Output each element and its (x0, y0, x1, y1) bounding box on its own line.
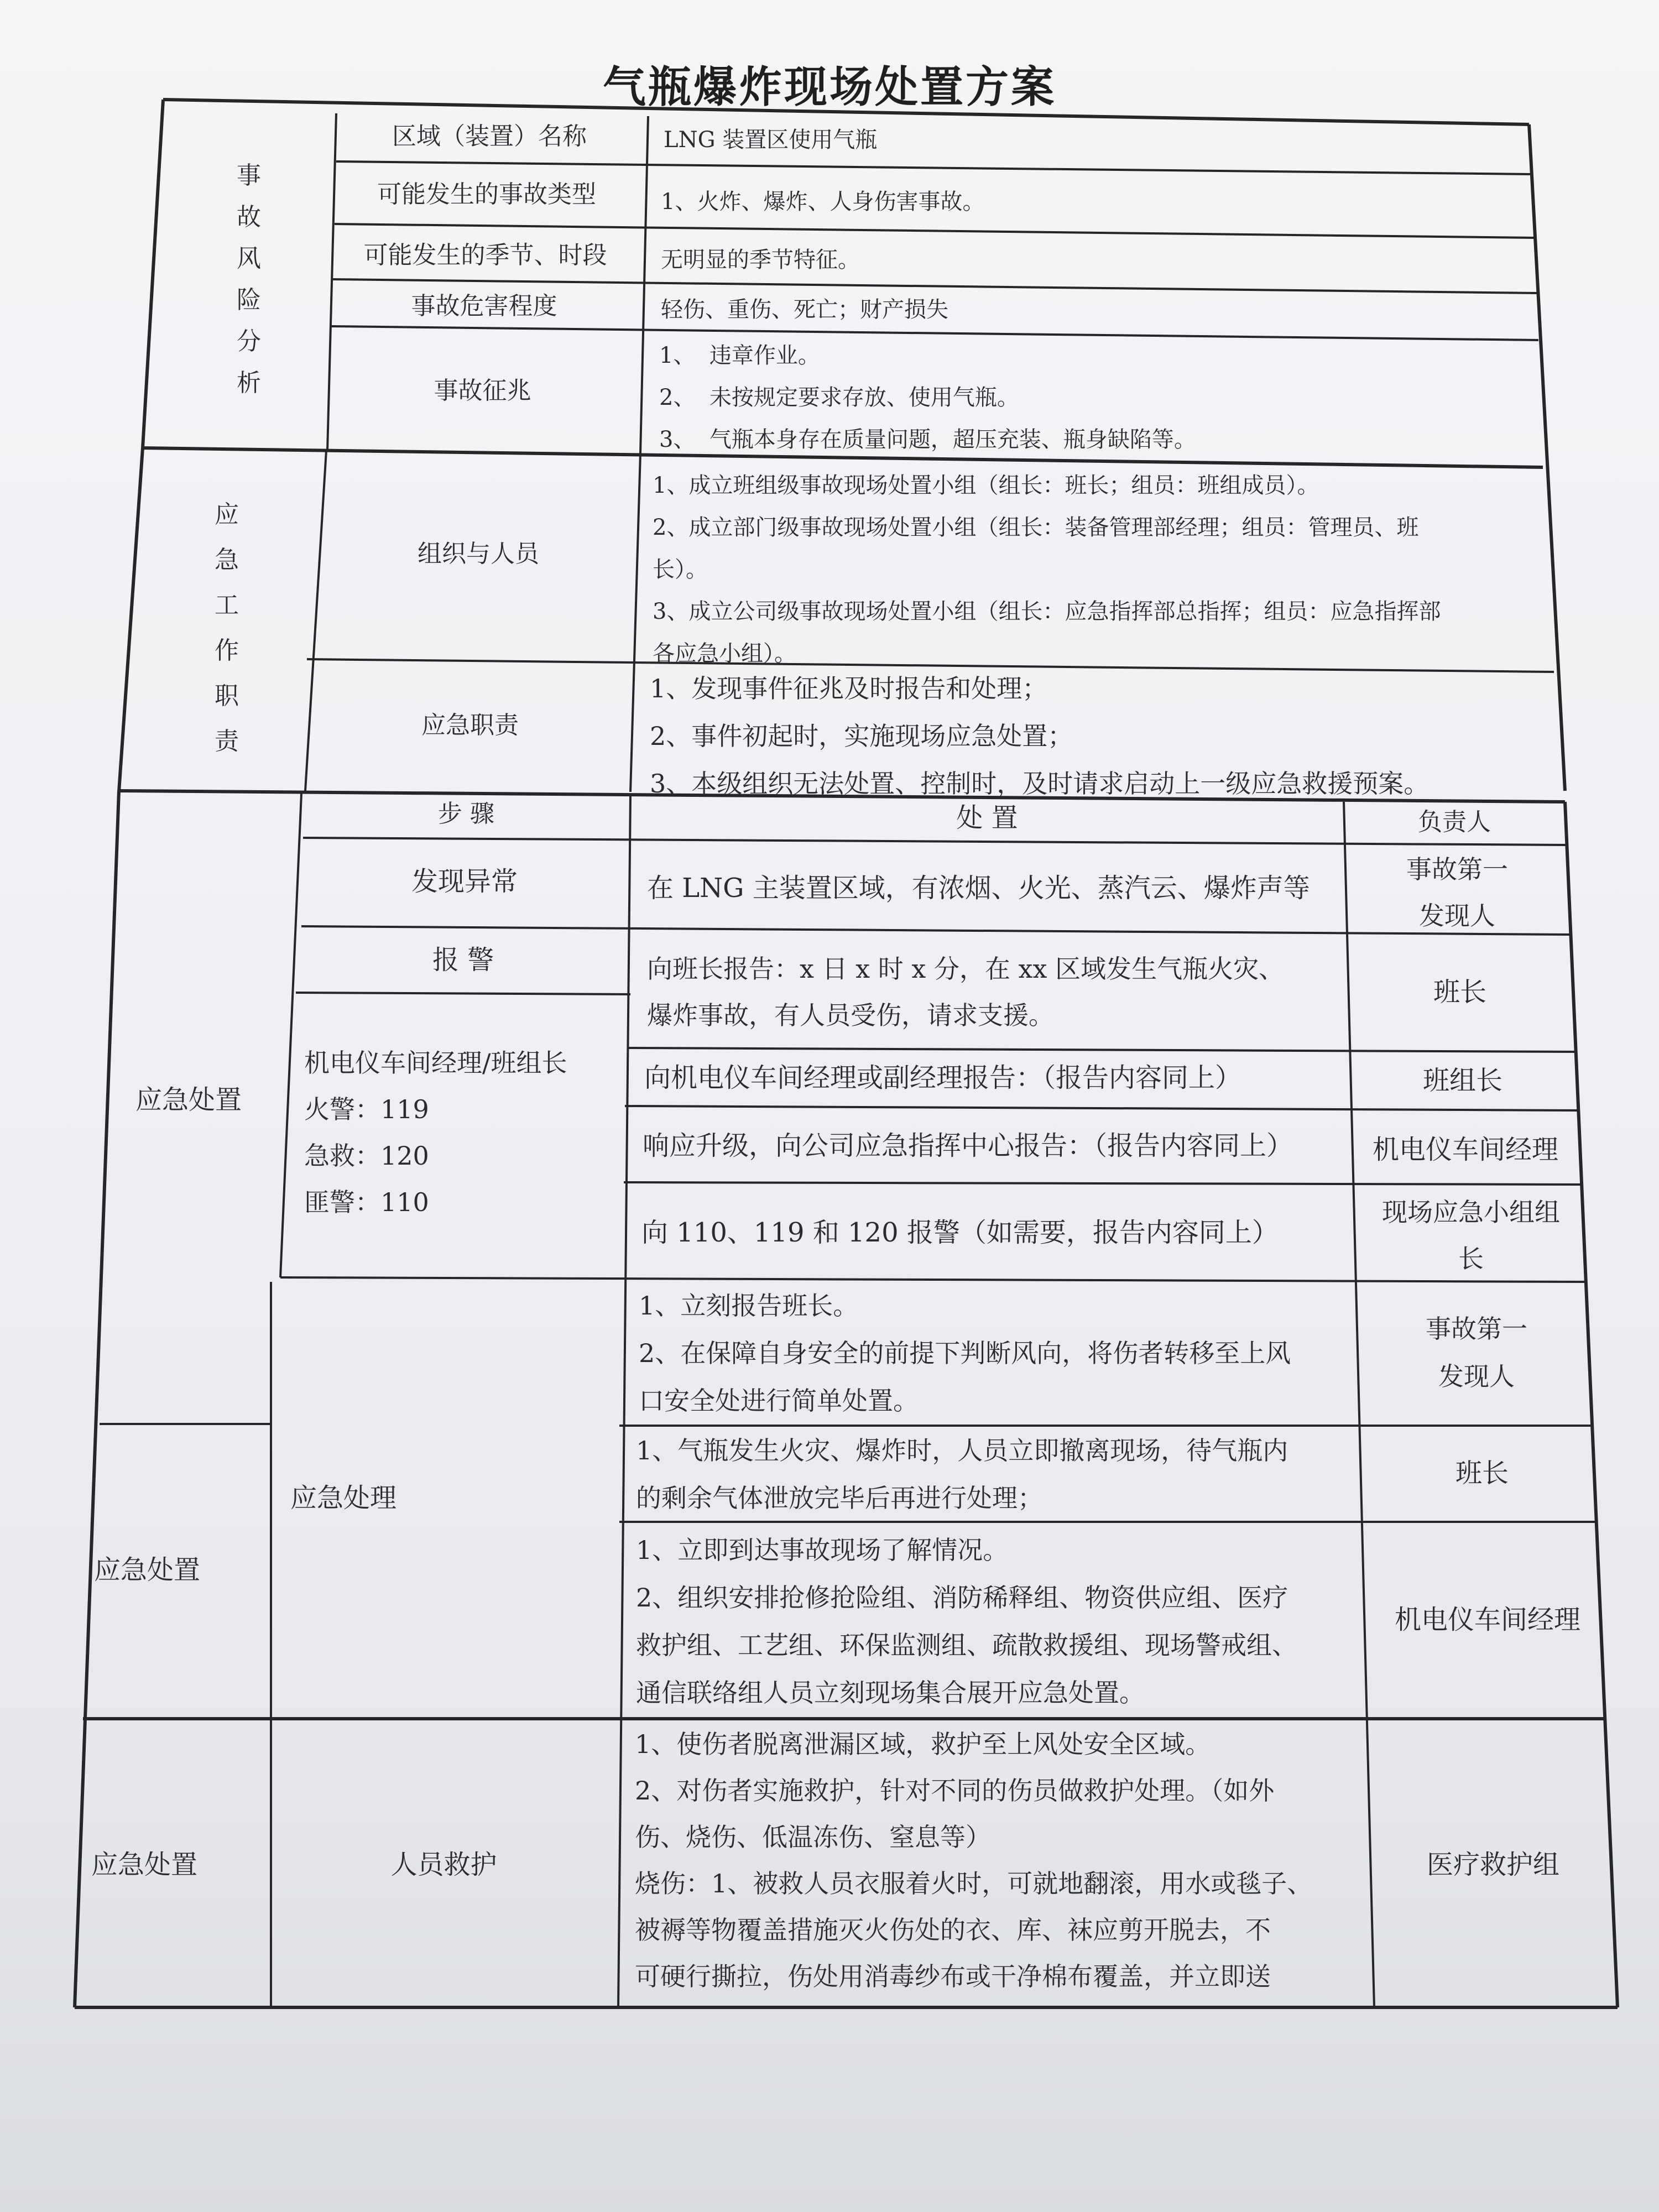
alarm-action-3: 响应升级，向公司应急指挥中心报告：（报告内容同上） (643, 1130, 1293, 1161)
duty-org-label: 组织与人员 (418, 540, 539, 568)
risk-value-severity: 轻伤、重伤、死亡；财产损失 (661, 297, 948, 322)
alarm-contacts: 机电仪车间经理/班组长 火警：119 急救：120 匪警：110 (304, 1048, 567, 1217)
duty-org-text: 1、成立班组级事故现场处置小组（组长：班长；组员：班组成员）。 2、成立部门级事故现场处置小组（组长：装备管理部经理；组员：管理员、班 长）。 3、成立公司级事故现场处置小组（组长：应急指挥部总指挥；组员：应急指挥部 各应急小组）。 (653, 473, 1441, 666)
document-title: 气瓶爆炸现场处置方案 (602, 62, 1056, 112)
rescue-step: 人员救护 (390, 1849, 497, 1880)
alarm-step: 报 警 (432, 945, 494, 975)
rescue-action: 1、使伤者脱离泄漏区域，救护至上风处安全区域。 2、对伤者实施救护，针对不同的伤员做救护处理。（如外 伤、烧伤、低温冻伤、窒息等） 烧伤：1、被救人员衣服着火时，可就地翻滚，用水或毯子、 被褥等物覆盖措施灭火伤处的衣、库、袜应剪开脱去，不 可硬行撕拉，伤处用消毒纱布或干净棉布覆盖，并立即送 (635, 1729, 1313, 1991)
risk-label-season: 可能发生的季节、时段 (363, 241, 607, 269)
duty-section-label: 应 急 工 作 职 责 (215, 500, 239, 755)
header-step: 步 骤 (438, 800, 494, 828)
header-action: 处 置 (956, 802, 1018, 833)
risk-label-signs: 事故征兆 (434, 377, 531, 405)
duty-resp-text: 1、发现事件征兆及时报告和处理； 2、事件初起时，实施现场应急处置； 3、本级组织无法处置、控制时，及时请求启动上一级应急救援预案。 (650, 674, 1430, 799)
risk-label-severity: 事故危害程度 (411, 292, 557, 320)
alarm-action-2: 向机电仪车间经理或副经理报告：（报告内容同上） (644, 1062, 1242, 1093)
alarm-owner-1: 班长 (1433, 977, 1486, 1008)
discover-action: 在 LNG 主装置区域，有浓烟、火光、蒸汽云、爆炸声等 (647, 873, 1310, 904)
risk-value-type: 1、火炸、爆炸、人身伤害事故。 (661, 189, 985, 215)
discover-step: 发现异常 (411, 866, 518, 897)
disposal-section-label-3: 应急处置 (91, 1849, 198, 1880)
handle-action-1: 1、立刻报告班长。 2、在保障自身安全的前提下判断风向，将伤者转移至上风 口安全处进行简单处置。 (639, 1291, 1291, 1416)
handle-step: 应急处理 (290, 1483, 397, 1514)
disposal-section-label-1: 应急处置 (135, 1084, 242, 1115)
discover-owner: 事故第一 发现人 (1406, 854, 1508, 931)
header-owner: 负责人 (1418, 808, 1491, 836)
handle-action-3: 1、立即到达事故现场了解情况。 2、组织安排抢修抢险组、消防稀释组、物资供应组、医疗 救护组、工艺组、环保监测组、疏散救援组、现场警戒组、 通信联络组人员立刻现场集合展开应急处置。 (636, 1535, 1297, 1708)
handle-owner-2: 班长 (1455, 1458, 1509, 1489)
risk-value-signs: 1、 违章作业。 2、 未按规定要求存放、使用气瓶。 3、 气瓶本身存在质量问题，超压充装、瓶身缺陷等。 (659, 343, 1196, 452)
risk-value-area: LNG 装置区使用气瓶 (664, 127, 878, 153)
handle-action-2: 1、气瓶发生火灾、爆炸时，人员立即撤离现场，待气瓶内 的剩余气体泄放完毕后再进行处理； (636, 1436, 1288, 1513)
handle-owner-3: 机电仪车间经理 (1394, 1604, 1580, 1635)
duty-resp-label: 应急职责 (421, 711, 519, 739)
risk-value-season: 无明显的季节特征。 (661, 247, 860, 273)
risk-section-label: 事 故 风 险 分 析 (237, 161, 261, 397)
rescue-owner: 医疗救护组 (1426, 1849, 1559, 1880)
disposal-section-label-2: 应急处置 (94, 1554, 201, 1585)
alarm-owner-3: 机电仪车间经理 (1372, 1134, 1558, 1165)
alarm-action-1: 向班长报告：x 日 x 时 x 分，在 xx 区域发生气瓶火灾、 爆炸事故，有人员受伤，请求支援。 (647, 954, 1285, 1030)
handle-owner-1: 事故第一 发现人 (1426, 1314, 1527, 1391)
alarm-owner-2: 班组长 (1422, 1065, 1503, 1096)
alarm-action-4: 向 110、119 和 120 报警（如需要，报告内容同上） (641, 1217, 1279, 1248)
risk-label-type: 可能发生的事故类型 (377, 180, 596, 208)
risk-label-area: 区域（装置）名称 (392, 122, 587, 150)
alarm-owner-4: 现场应急小组组 长 (1382, 1197, 1560, 1274)
